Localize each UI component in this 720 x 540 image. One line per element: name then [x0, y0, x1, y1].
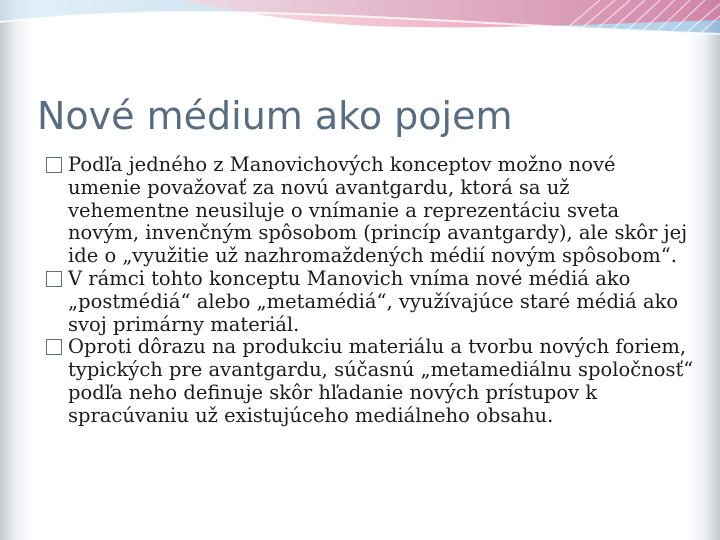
header-wave-decoration — [0, 0, 720, 70]
slide-title: Nové médium ako pojem — [37, 94, 513, 138]
square-bullet-icon — [46, 271, 62, 287]
bullet-item — [44, 336, 694, 427]
bullet-text: V rámci tohto konceptu Manovich vníma nové médiá ako „postmédiá“ alebo „metamédiá“, využívajúce staré médiá ako svoj primárny materiál. — [68, 266, 679, 336]
bullet-text: Podľa jedného z Manovichových konceptov možno nové umenie považovať za novú avantgardu, ktorá sa už vehementne neusiluje o vnímanie a reprezentáciu sveta novým, invenčným spôsobom (princíp avantgardy), ale skôr jej ide o „využitie už nazhromaždených médií novým spôsobom“. — [68, 153, 688, 268]
square-bullet-icon — [46, 157, 62, 173]
square-bullet-icon — [46, 339, 62, 355]
bullet-text: Oproti dôrazu na produkciu materiálu a tvorbu nových foriem, typických pre avantgardu, súčasnú „metamediálnu spoločnosť“ podľa neho definuje skôr hľadanie nových prístupov k spracúvaniu už existujúceho mediálneho obsahu. — [68, 335, 694, 427]
bullet-item — [44, 268, 694, 336]
bullet-list — [44, 154, 694, 428]
bullet-item — [44, 154, 694, 268]
